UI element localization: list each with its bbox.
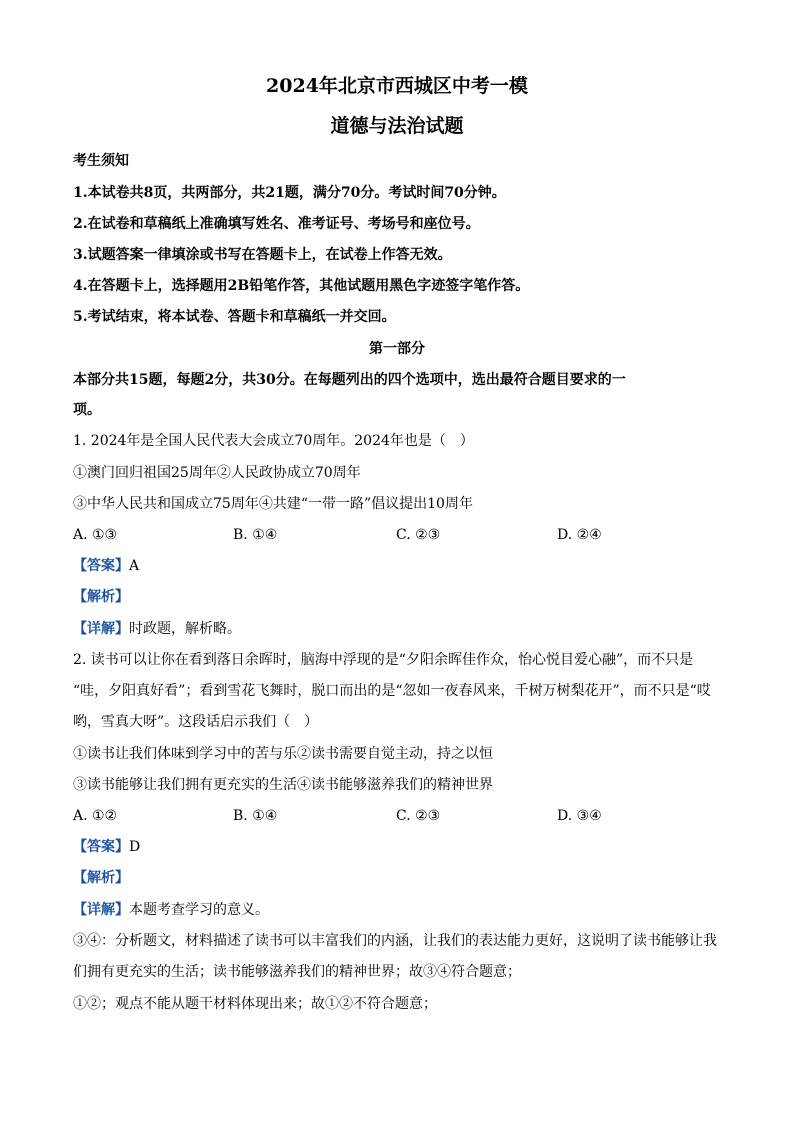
page-title: 2024年北京市西城区中考一模: [266, 75, 528, 97]
answer-line: [73, 557, 139, 575]
analysis-tag: 【解析】: [73, 870, 129, 886]
detail-line: [73, 620, 241, 638]
question-stem: 2. 读书可以让你在看到落日余晖时，脑海中浮现的是“夕阳余晖佳作众，怡心悦目爱心融”，而不只是: [73, 652, 694, 668]
answer-tag: 【答案】: [73, 558, 129, 574]
question-stem: “哇，夕阳真好看”；看到雪花飞舞时，脱口而出的是“忽如一夜春风来，千树万树梨花开”，而不只是“哎: [73, 683, 711, 699]
detail-tag: 【详解】: [73, 621, 129, 637]
notice-item: 1.本试卷共8页，共两部分，共21题，满分70分。考试时间70分钟。: [73, 185, 506, 201]
page-subtitle: 道德与法治试题: [330, 115, 464, 137]
explanation-text: 们拥有更充实的生活；读书能够滋养我们的精神世界；故③④符合题意；: [73, 964, 521, 980]
part-instruction: 项。: [73, 402, 101, 418]
notice-item: 4.在答题卡上，选择题用2B铅笔作答，其他试题用黑色字迹签字笔作答。: [73, 278, 530, 294]
option-d: D. ③④: [557, 808, 602, 824]
analysis-tag: 【解析】: [73, 589, 129, 605]
question-items: ③读书能够让我们拥有更充实的生活④读书能够滋养我们的精神世界: [73, 777, 493, 793]
question-items: ①读书让我们体味到学习中的苦与乐②读书需要自觉主动，持之以恒: [73, 746, 493, 762]
answer-value: D: [129, 839, 141, 855]
part-instruction: 本部分共15题，每题2分，共30分。在每题列出的四个选项中，选出最符合题目要求的一: [73, 372, 626, 388]
answer-tag: 【答案】: [73, 839, 129, 855]
analysis-line: [73, 869, 129, 887]
detail-text: 本题考查学习的意义。: [129, 902, 269, 918]
option-a: A. ①②: [73, 808, 118, 824]
option-a: A. ①③: [73, 527, 118, 543]
option-d: D. ②④: [557, 527, 602, 543]
question-stem: 1. 2024年是全国人民代表大会成立70周年。2024年也是（ ）: [73, 433, 474, 449]
detail-line: [73, 901, 269, 919]
option-b: B. ①④: [233, 808, 278, 824]
option-b: B. ①④: [233, 527, 278, 543]
answer-line: [73, 838, 140, 856]
question-items: ③中华人民共和国成立75周年④共建“一带一路”倡议提出10周年: [73, 496, 473, 512]
explanation-text: ①②；观点不能从题干材料体现出来；故①②不符合题意；: [73, 996, 437, 1012]
analysis-line: [73, 588, 129, 606]
question-items: ①澳门回归祖国25周年②人民政协成立70周年: [73, 465, 361, 481]
option-c: C. ②③: [396, 527, 441, 543]
part-heading: 第一部分: [369, 341, 425, 357]
notice-item: 5.考试结束，将本试卷、答题卡和草稿纸一并交回。: [73, 309, 396, 325]
question-stem: 哟，雪真大呀”。这段话启示我们（ ）: [73, 714, 319, 730]
detail-text: 时政题，解析略。: [129, 621, 241, 637]
detail-tag: 【详解】: [73, 902, 129, 918]
notice-heading: 考生须知: [73, 153, 129, 169]
explanation-text: ③④：分析题文，材料描述了读书可以丰富我们的内涵，让我们的表达能力更好，这说明了读书能够让我: [73, 933, 717, 949]
option-c: C. ②③: [396, 808, 441, 824]
answer-value: A: [129, 558, 140, 574]
notice-item: 3.试题答案一律填涂或书写在答题卡上，在试卷上作答无效。: [73, 247, 452, 263]
notice-item: 2.在试卷和草稿纸上准确填写姓名、准考证号、考场号和座位号。: [73, 216, 480, 232]
